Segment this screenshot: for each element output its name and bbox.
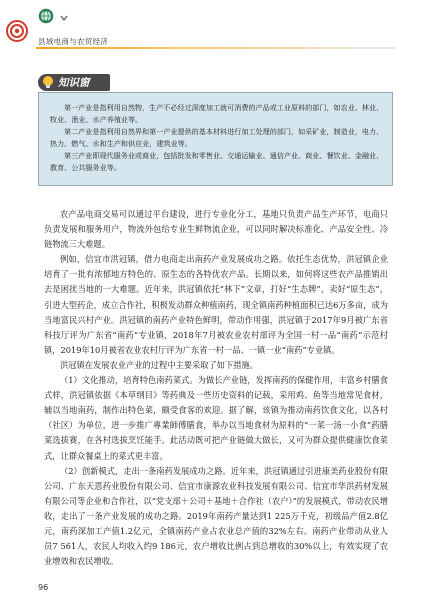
knowledge-box-label: 知识窗 <box>58 77 90 89</box>
body-paragraph: （2）创新模式，走出一条南药发展成功之路。近年来，洪冠镇通过引进康美药业股份有限公司、广东天恩药业股份有限公司、信宜市康源农业科技发展有限公司、信宜市华洪药材发展有限公司等企业和合作社，以“党支部＋公司＋基地＋合作社（农户）”的发展模式，带动农民增收，走出了一条产业发展的成功之路。2019年南药产量达到1 225万千克，初级品产值2.8亿元，南药深加工产值1.2亿元，全镇南药产业占农业总产值的32%左右。南药产业带动从业人员7 561人，农民人均收入约9 186元，农户增收比例占到总增收的30%以上，有效实现了农业增效和农民增收。 <box>44 465 388 567</box>
lightbulb-icon <box>40 74 56 91</box>
series-title: 县域电商与农贸经济 <box>38 37 109 46</box>
body-paragraph: 例如，信宜市洪冠镇，借力电商走出南药产业发展成功之路。依托生态优势，洪冠镇企业培育了一批有浓郁地方特色的、原生态的各特优农产品。长期以来，如何将这些农产品推销出去是困扰当地的一大难题。近年来，洪冠镇依托“林下”文章，打好“生态牌”，卖好“原生态”，引进大型药企，成立合作社，积极发动群众种植南药，现全镇南药种植面积已达6万多亩，成为当地富民兴村产业。洪冠镇的南药产业特色鲜明，带动作用强，洪冠镇于2017年9月被广东省科技厅评为广东省“南药”专业镇，2018年7月被农业农村部评为全国一村一品“南药”示范村镇，2019年10月被省农业农村厅评为广东省一村一品、一镇一业“南药”专业镇。 <box>44 254 388 355</box>
body-text <box>44 207 388 569</box>
knowledge-paragraph: 第二产业是指利用自然界和第一产业提供的基本材料进行加工处理的部门，如采矿业，制造业，电力、热力、燃气、水和生产和供应业，建筑业等。 <box>50 127 384 148</box>
knowledge-paragraph: 第三产业即现代服务业或商业，包括批发和零售业、交通运输业、通信产业、商业、餐饮业、金融业、教育、公共服务业等。 <box>50 151 384 172</box>
knowledge-paragraph: 第一产业是指利用自然物，生产不必经过深度加工就可消费的产品或工业原料的部门，如农业、林业、牧业、渔业、水产养殖业等。 <box>50 103 384 124</box>
body-paragraph: 洪冠镇在发展农业产业的过程中主要采取了如下措施。 <box>60 359 258 370</box>
body-paragraph: 农产品电商交易可以通过平台建设，进行专业化分工，基地只负责产品生产环节，电商只负责发展和服务用户，物流外包给专业生鲜物流企业，可以同时解决标准化、产品安全性、冷链物流三大难题。 <box>44 209 388 250</box>
globe-icon <box>38 8 54 24</box>
arrow-icon <box>60 14 68 22</box>
target-icon <box>6 20 28 42</box>
knowledge-box-content <box>50 102 386 174</box>
header-rule <box>36 47 396 49</box>
page-number: 96 <box>38 583 49 592</box>
page-header <box>0 0 427 52</box>
body-paragraph: （1）文化推动，培育特色南药菜式。为做长产业链，发挥南药的保健作用，丰富乡村膳食式样，洪冠镇依据《本草纲目》等药典及一些历史资料的记载，采用鸡、鱼等当地常见食材，辅以当地南药，制作出特色菜，颇受食客的欢迎。据了解，该镇为推动南药饮食文化，以各村（社区）为单位，进一步推广專業師傅膳食，举办以当地食材为原料的“一菜一汤一小食”药膳菜选拔赛，在各村选拔烹饪能手。此活动既可把产业链做大做长，又可为群众提供健康饮食菜式，让群众餐桌上的菜式更丰富。 <box>44 375 388 461</box>
